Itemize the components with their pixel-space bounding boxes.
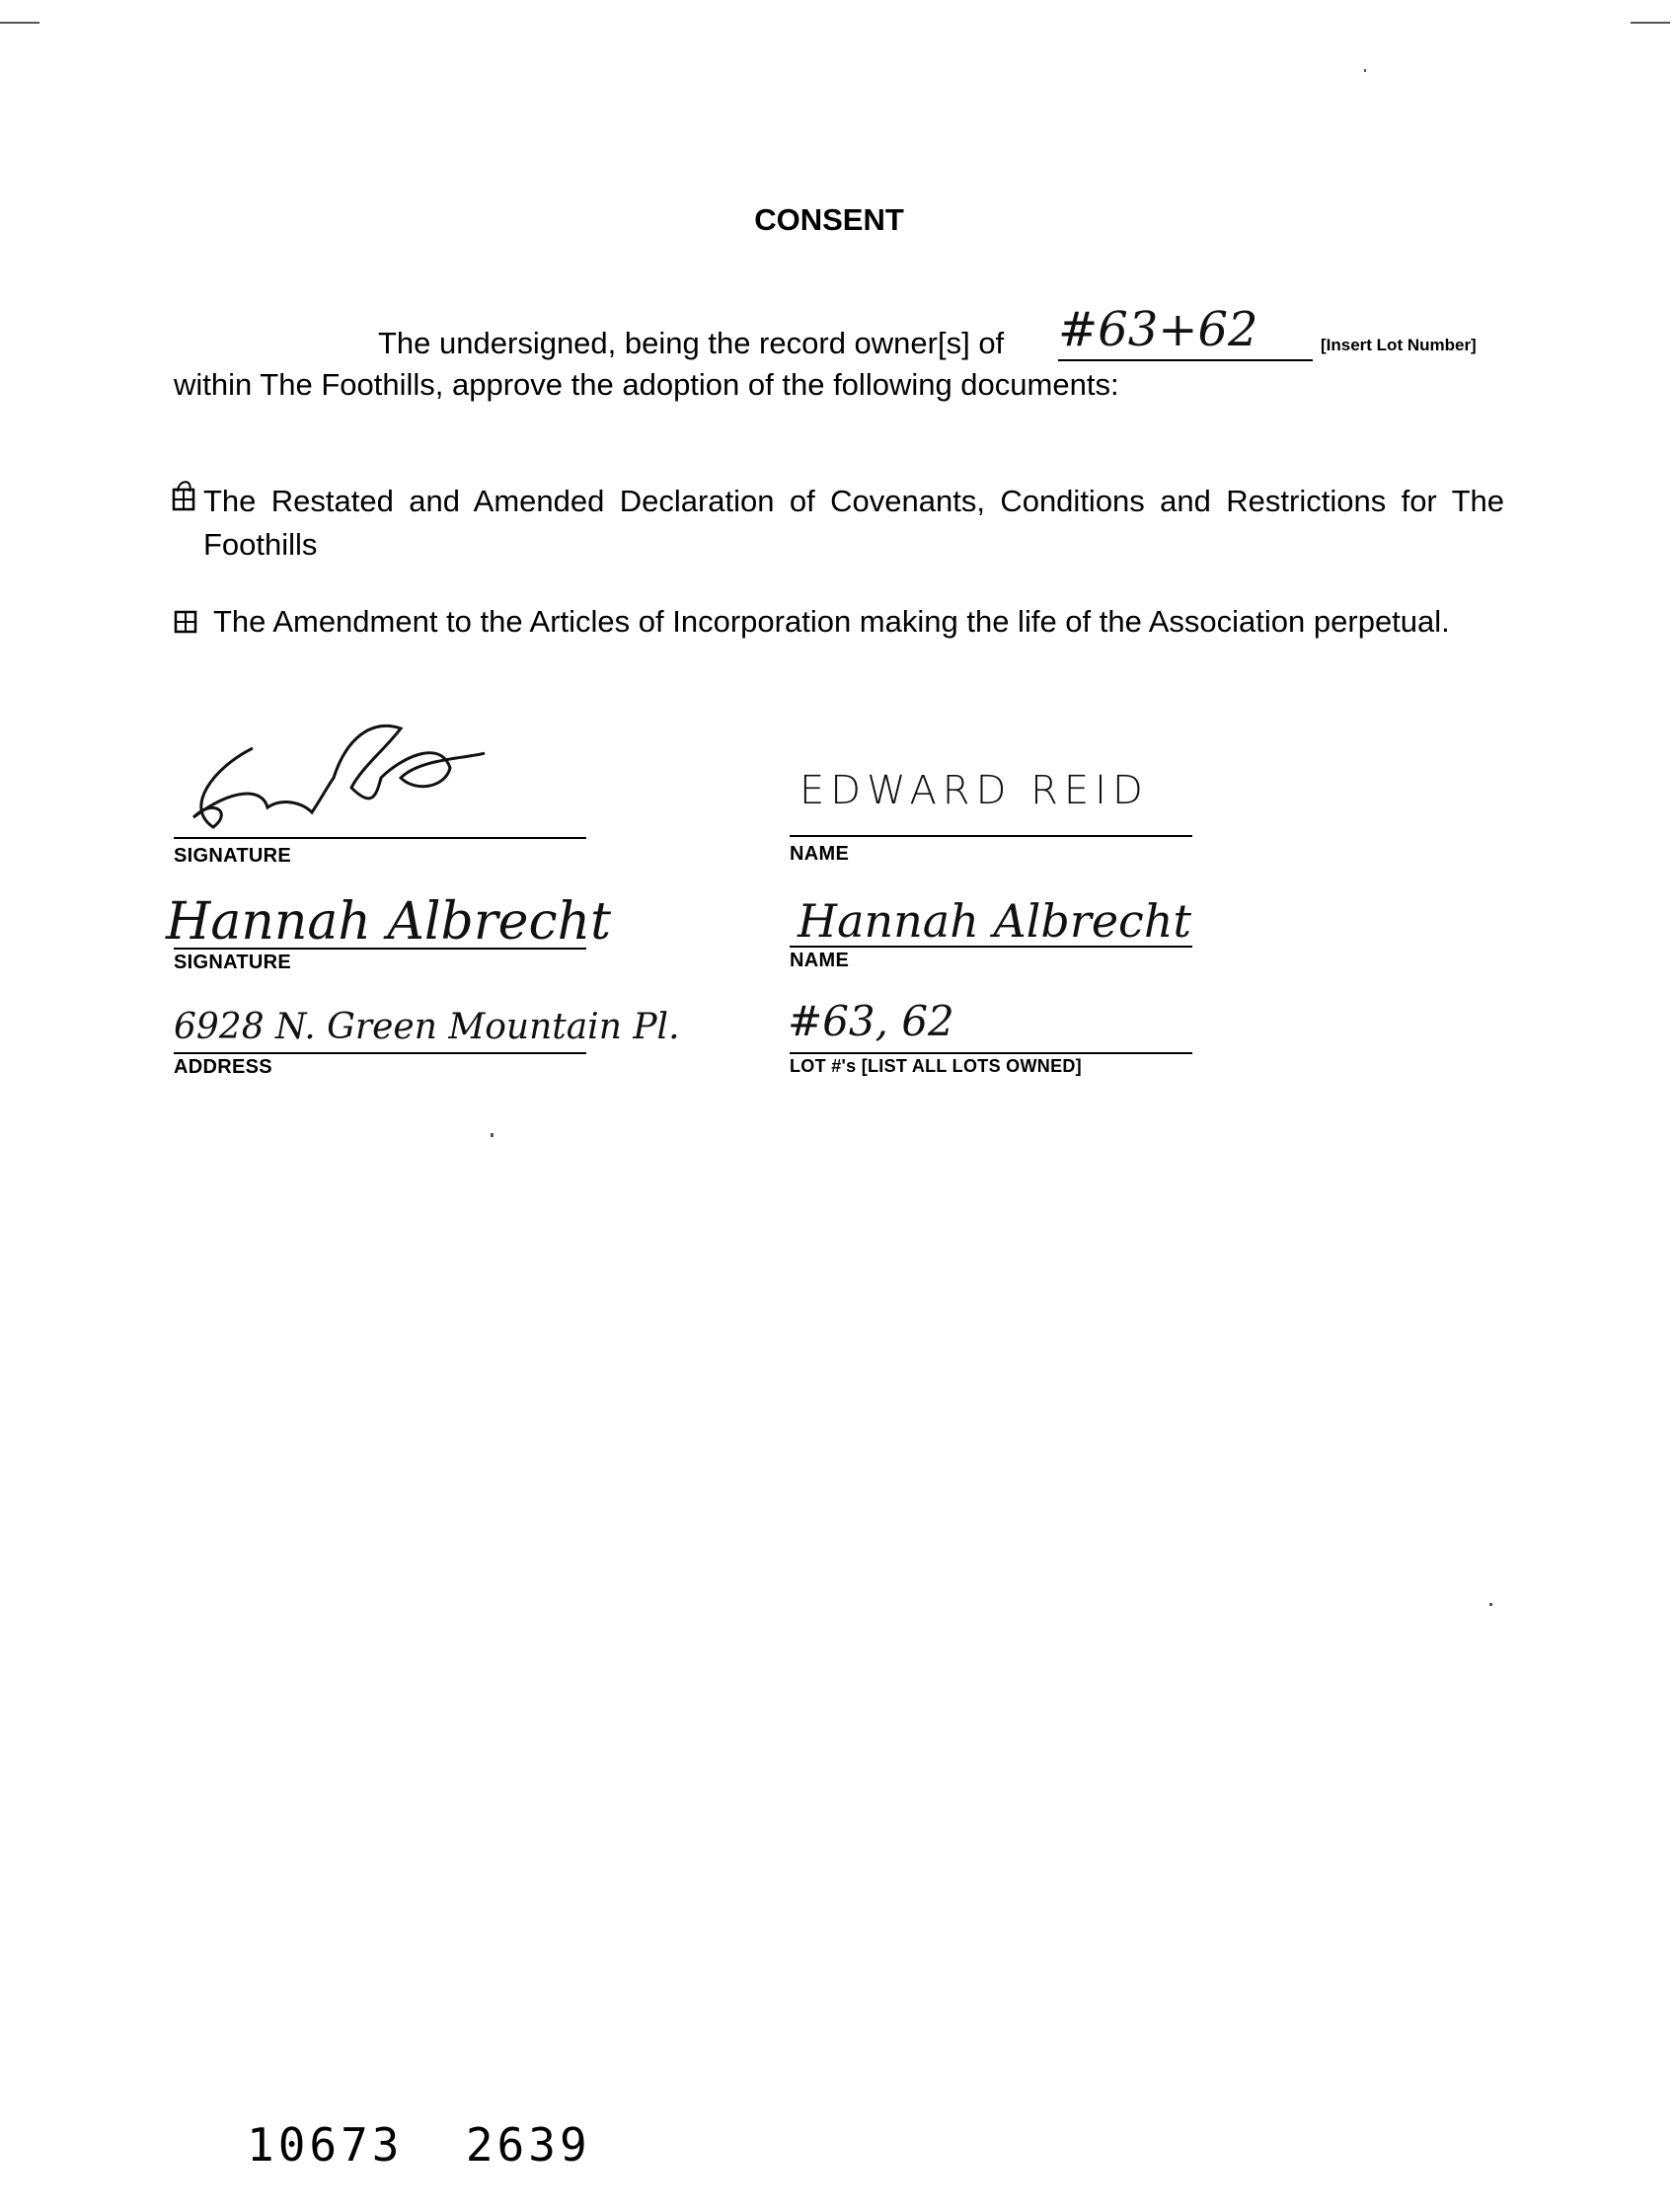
checkbox-declaration[interactable]	[174, 490, 197, 513]
signature-label-1: SIGNATURE	[174, 845, 291, 867]
lots-label: LOT #'s [LIST ALL LOTS OWNED]	[790, 1056, 1082, 1076]
lots-handwritten: #63, 62	[788, 997, 954, 1045]
scan-artifact	[1631, 22, 1670, 24]
name-label-2: NAME	[790, 950, 850, 971]
signature-2-line	[174, 948, 586, 950]
intro-text: The undersigned, being the record owner[s] of	[378, 326, 1005, 360]
name-1-line	[790, 835, 1192, 837]
item-amendment-text: The Amendment to the Articles of Incorporation making the life of the Association perpetual.	[213, 604, 1450, 639]
scan-speck	[1364, 69, 1366, 72]
address-label: ADDRESS	[174, 1056, 272, 1078]
recording-stamp-number: 10673 2639	[247, 2118, 591, 2172]
intro-line-2: within The Foothills, approve the adoption of the following documents:	[174, 367, 1119, 402]
address-line	[174, 1052, 586, 1054]
item-declaration-text: The Restated and Amended Declaration of Covenants, Conditions and Restrictions for The Foothills	[203, 484, 1504, 562]
checkbox-checked-icon	[170, 478, 199, 517]
signature-2-handwritten: Hannah Albrecht	[166, 892, 611, 952]
scan-speck	[1489, 1603, 1492, 1606]
signature-1-drawing	[174, 719, 588, 837]
name-2-line	[790, 946, 1192, 948]
lot-number-line	[1058, 359, 1313, 361]
name-2-handwritten: Hannah Albrecht	[798, 894, 1191, 948]
scan-artifact	[0, 22, 39, 24]
scan-speck	[491, 1133, 494, 1137]
document-title: CONSENT	[754, 202, 904, 237]
name-label-1: NAME	[790, 843, 850, 865]
intro-line-1	[378, 322, 1004, 365]
name-1-handwritten: EDWARD REID	[799, 768, 1149, 813]
lot-number-handwritten: #63+62	[1058, 302, 1258, 357]
signature-label-2: SIGNATURE	[174, 952, 291, 973]
lots-line	[790, 1052, 1192, 1054]
signature-1-line	[174, 837, 586, 839]
insert-lot-hint: [Insert Lot Number]	[1321, 336, 1477, 354]
address-handwritten: 6928 N. Green Mountain Pl.	[174, 1007, 680, 1047]
